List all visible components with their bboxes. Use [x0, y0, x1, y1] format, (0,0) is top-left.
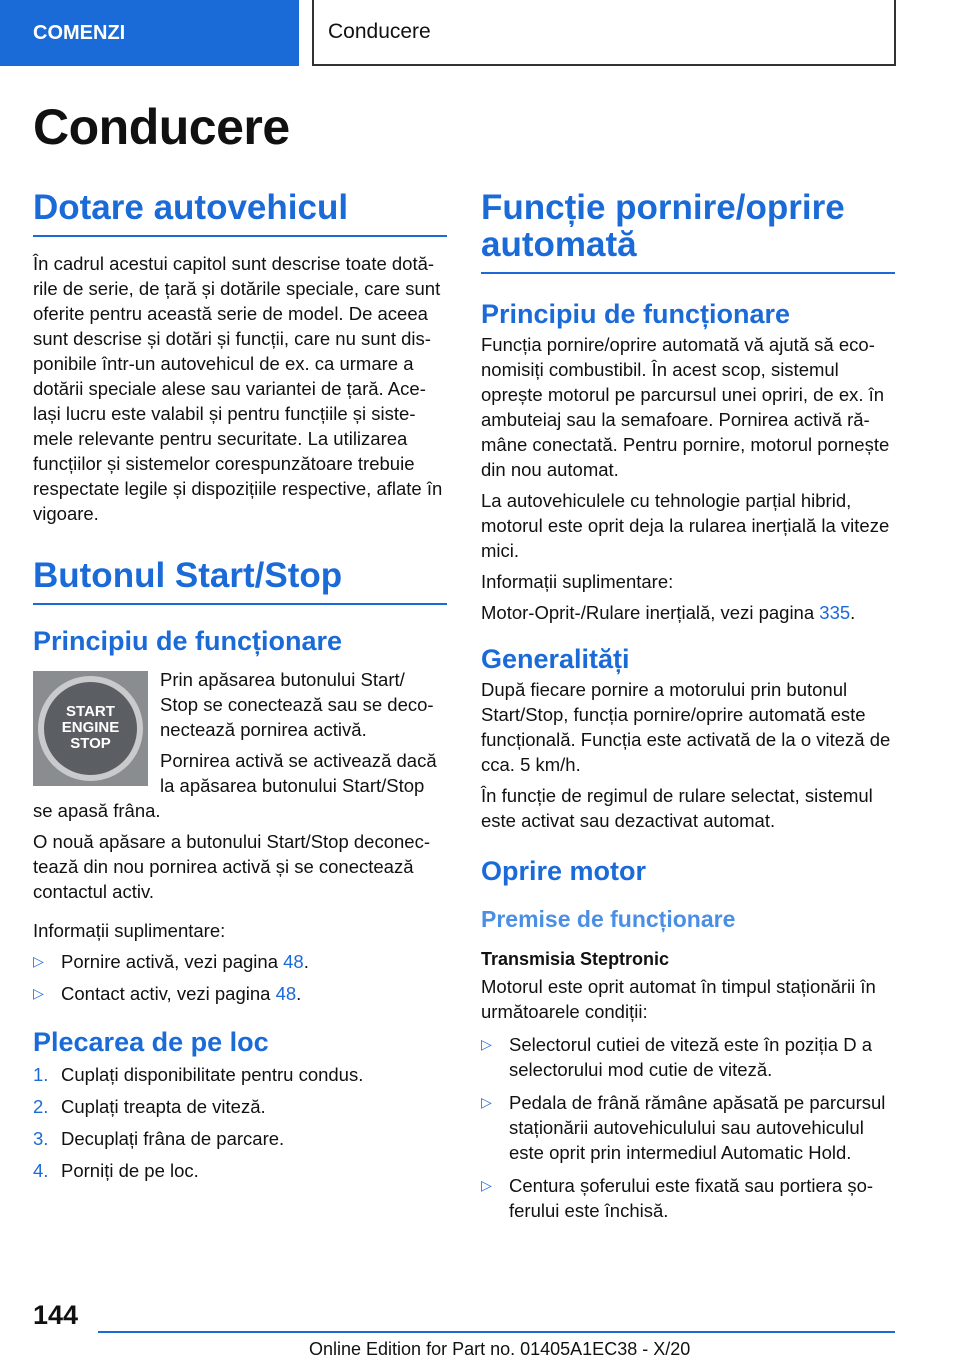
start-stop-button-image	[33, 671, 148, 786]
list-item	[481, 1032, 895, 1082]
paragraph: În funcție de regimul de rulare selectat, sistemul este activat sau dezactivat automat.	[481, 785, 873, 832]
triangle-bullet-icon: ▷	[481, 1035, 492, 1052]
list-item	[481, 1090, 895, 1165]
info-list	[33, 949, 447, 1006]
list-item	[33, 1126, 447, 1151]
triangle-bullet-icon: ▷	[33, 952, 44, 969]
subheading-plecarea: Plecarea de pe loc	[33, 1026, 269, 1057]
steps-list	[33, 1062, 447, 1183]
page-title: Conducere	[33, 99, 290, 155]
button-label-stop: STOP	[70, 735, 111, 753]
step-text: Porniți de pe loc.	[61, 1160, 199, 1182]
bullet-text: Pedala de frână rămâne apăsată pe parcursul staționării autovehiculului sau autovehiculul este oprit prin intermediul Automatic Hold.	[509, 1091, 886, 1163]
page-link[interactable]: 48	[283, 950, 304, 972]
triangle-bullet-icon: ▷	[33, 984, 44, 1001]
paragraph: După fiecare pornire a motorului prin butonul Start/Stop, funcția pornire/oprire automată este funcțională. Funcția este activată de la o viteză de cca. 5 km/h.	[481, 679, 891, 776]
bullet-text: Selectorul cutiei de viteză este în poziția D a selectorului mod cutie de viteză.	[509, 1033, 872, 1080]
step-text: Cuplați disponibilitate pentru condus.	[61, 1064, 364, 1086]
list-item	[33, 1062, 447, 1087]
right-column	[481, 190, 895, 1223]
button-label-engine: ENGINE	[61, 719, 120, 737]
subheading-premise: Premise de funcționare	[481, 905, 736, 932]
page-number: 144	[33, 1300, 79, 1330]
list-item	[481, 1173, 895, 1223]
info-text: Motor-Oprit-/Rulare inerțială, vezi pagina	[481, 601, 820, 623]
bullet-text: Pornire activă, vezi pagina	[61, 950, 284, 972]
section-heading-start-stop: Butonul Start/Stop	[33, 558, 447, 605]
paragraph: La autovehiculele cu tehnologie parțial hibrid, motorul este oprit deja la rularea inerțială la viteze mici.	[481, 489, 890, 561]
paragraph: O nouă apăsare a butonului Start/Stop deconectează din nou pornirea activă și se conectează contactul activ.	[33, 830, 431, 902]
triangle-bullet-icon: ▷	[481, 1176, 492, 1193]
bullet-end: .	[296, 982, 302, 1004]
subheading-principiu: Principiu de funcționare	[33, 625, 343, 656]
list-item	[33, 1158, 447, 1183]
step-number: 2.	[33, 1096, 49, 1118]
info-label: Informații suplimentare:	[481, 570, 674, 592]
info-line	[481, 600, 895, 625]
list-item	[33, 1094, 447, 1119]
step-text: Decuplați frâna de parcare.	[61, 1128, 285, 1150]
left-column	[33, 190, 447, 1183]
subheading-principiu: Principiu de funcționare	[481, 298, 791, 329]
paragraph: Pornirea activă se activează dacă la apăsarea butonului Start/Stop se apasă frâna.	[33, 749, 437, 821]
chapter-tab[interactable]: Conducere	[312, 0, 896, 66]
subheading-generalitati: Generalități	[481, 643, 630, 674]
paragraph: Motorul este oprit automat în timpul staționării în următoarele condiții:	[481, 975, 876, 1022]
step-text: Cuplați treapta de viteză.	[61, 1096, 266, 1118]
info-label: Informații suplimentare:	[33, 919, 226, 941]
start-stop-button-icon	[44, 682, 137, 775]
page-link[interactable]: 48	[275, 982, 297, 1004]
info-end: .	[850, 601, 856, 623]
paragraph: Prin apăsarea butonului Start/ Stop se conectează sau se deconectează pornirea activă.	[160, 668, 434, 740]
button-label-start: START	[66, 703, 115, 721]
conditions-list	[481, 1032, 895, 1223]
list-item	[33, 949, 447, 974]
triangle-bullet-icon: ▷	[481, 1093, 492, 1110]
paragraph: În cadrul acestui capitol sunt descrise toate dotările de serie, de țară și dotările speciale, care sunt oferite pentru această serie de model. De aceea sunt descrise și dotări și funcții, care nu sunt disponibile într-un autovehicul de ex. ca urmare a dotării speciale alese sau variantei de țară. Același lucru este valabil și pentru funcțiile și sistemele relevante pentru securitate. La utilizarea funcțiilor și sistemelor corespunzătoare trebuie respectate legile și dispozițiile respective, aflate în vigoare.	[33, 252, 443, 524]
paragraph: Funcția pornire/oprire automată vă ajută să economisiți combustibil. În acest scop, sistemul oprește motorul pe parcursul unei opriri, de ex. în ambuteiaj sau la semafoare. Pornirea activă rămâne conectată. Pentru pornire, motorul pornește din nou automat.	[481, 333, 890, 480]
section-heading-dotare: Dotare autovehicul	[33, 190, 447, 237]
footer-divider	[98, 1331, 895, 1333]
step-number: 3.	[33, 1128, 49, 1150]
bullet-text: Contact activ, vezi pagina	[61, 982, 276, 1004]
section-tab[interactable]: COMENZI	[0, 0, 299, 66]
subheading-oprire-motor: Oprire motor	[481, 856, 647, 887]
step-number: 4.	[33, 1160, 49, 1182]
list-item	[33, 981, 447, 1006]
step-number: 1.	[33, 1064, 49, 1086]
edition-label: Online Edition for Part no. 01405A1EC38 - X/20	[309, 1339, 691, 1359]
page-link[interactable]: 335	[819, 601, 851, 623]
subheading-transmisia: Transmisia Steptronic	[481, 948, 670, 969]
bullet-text: Centura șoferului este fixată sau portiera șoferului este închisă.	[509, 1174, 874, 1221]
start-stop-block	[33, 667, 447, 823]
section-heading-functie: Funcție pornire/oprire automată	[481, 190, 895, 274]
bullet-end: .	[303, 950, 309, 972]
